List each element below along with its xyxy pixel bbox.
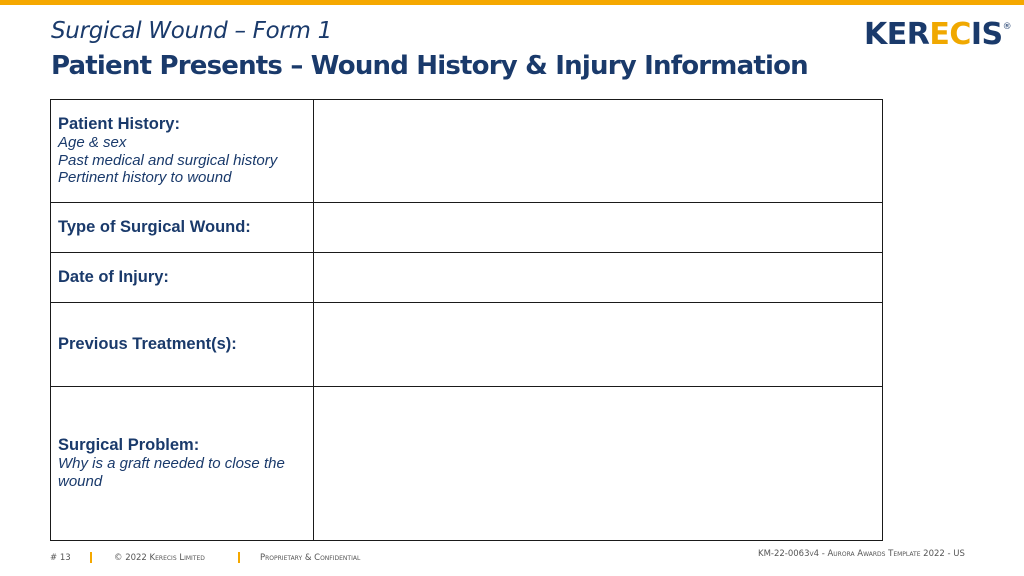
patient-history-label: Patient History: xyxy=(58,115,180,133)
form-row-injury-date xyxy=(51,253,883,303)
previous-treatments-label: Previous Treatment(s): xyxy=(58,335,237,353)
kerecis-logo xyxy=(864,17,1011,51)
patient-history-field[interactable] xyxy=(314,100,883,203)
previous-treatments-field[interactable] xyxy=(314,303,883,387)
surgical-problem-label: Surgical Problem: xyxy=(58,436,200,454)
copyright-text: © 2022 Kerecis Limited xyxy=(114,553,205,563)
patient-history-hint-pertinent-history: Pertinent history to wound xyxy=(58,169,232,186)
wound-history-form xyxy=(50,99,883,541)
surgical-problem-hint: Why is a graft needed to close the wound xyxy=(58,455,285,490)
document-code: KM-22-0063v4 - Aurora Awards Template 2022 - US xyxy=(758,549,965,559)
footer-separator xyxy=(238,552,240,563)
wound-type-field[interactable] xyxy=(314,203,883,253)
label-cell xyxy=(51,203,314,253)
wound-type-label: Type of Surgical Wound: xyxy=(58,218,251,236)
form-subtitle: Surgical Wound – Form 1 xyxy=(51,18,332,44)
top-accent-bar xyxy=(0,0,1024,5)
injury-date-label: Date of Injury: xyxy=(58,268,169,286)
label-cell xyxy=(51,253,314,303)
logo-registered-mark: ® xyxy=(1002,22,1012,32)
logo-text-part-1: KER xyxy=(864,17,930,52)
label-cell xyxy=(51,303,314,387)
label-cell xyxy=(51,387,314,541)
form-row-previous-treatments xyxy=(51,303,883,387)
page-number: # 13 xyxy=(50,553,71,563)
patient-history-hint-age-sex: Age & sex xyxy=(58,134,127,151)
logo-text-part-2: EC xyxy=(929,17,971,52)
label-cell xyxy=(51,100,314,203)
form-row-patient-history xyxy=(51,100,883,203)
form-row-surgical-problem xyxy=(51,387,883,541)
page-title: Patient Presents – Wound History & Injury Information xyxy=(51,51,808,81)
patient-history-hint-past-history: Past medical and surgical history xyxy=(58,151,278,169)
form-row-wound-type xyxy=(51,203,883,253)
logo-text-part-3: IS xyxy=(970,17,1003,52)
surgical-problem-field[interactable] xyxy=(314,387,883,541)
footer-separator xyxy=(90,552,92,563)
injury-date-field[interactable] xyxy=(314,253,883,303)
confidentiality-text: Proprietary & Confidential xyxy=(260,553,361,563)
